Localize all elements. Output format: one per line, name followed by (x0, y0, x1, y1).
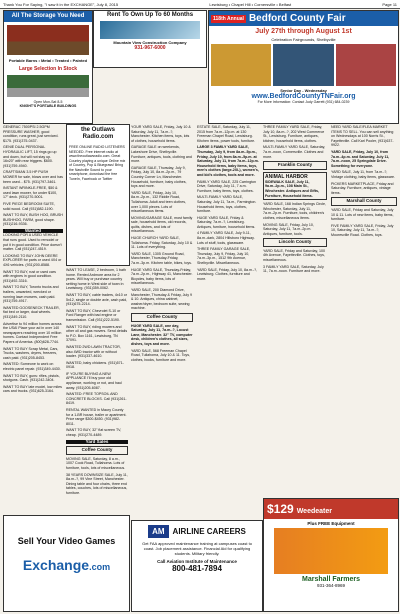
wanted-heading: Wanted (3, 229, 63, 234)
classified-ad: WANT TO BUY Scrap Metal, Cars, Trucks, washers, dryers, freezers, cash paid. (931)205-8453. (3, 346, 59, 360)
classified-ad: HUGE YARD SALE, one day, Saturday, July 11, 7a.m.-?, Locust Lane, Manchester. 32" TV, computer desk, children's clothes, all sizes, dishes, toys and more. (131, 323, 193, 346)
barn-illustration-2 (7, 75, 89, 97)
barn-illustration (7, 25, 89, 55)
yard-sales-heading: Yard Sales (66, 440, 128, 445)
weedeater-brand: Marshall Farmers (302, 576, 360, 583)
classified-ad: MOVING SALE, Saturday, 8 a.m., 1007 Cook Road, Tullahoma. Lots of furniture, tools, lots of miscellaneous. (66, 456, 126, 470)
airline-cta: Call Aviation Institute of Maintenance (157, 559, 237, 564)
classified-ad: YARD SALE, 168 Indian Springs Circle, Winchester, Saturday, July 11, 7a.m.-2p.m. Furniture, tools, children's clothes, miscellaneous items. (263, 202, 327, 220)
classified-ad: GARAGE SALE, Thursday, July 9, Friday, July 10, 8a.m.-2p.m., 79 Country Corner Ln, Manchester. Household, furniture, baby clothes, toys and more. (131, 165, 187, 189)
classified-ad: YARD SALE, 1305 Ground Road, Manchester, Thursday-Friday, 7a.m.-3p.m. Kitchen table, bikes, toys. (131, 251, 192, 266)
storage-line2: Large Selection In Stock (18, 66, 78, 72)
weedeater-sub: Plus FREE Equipment (307, 521, 355, 526)
rent-to-own-ad (93, 10, 207, 68)
airline-title: AIRLINE CAREERS (172, 527, 246, 536)
classified-ad: WANT TO BUY, rust or used cars with engines in good condition. (931)492-3316. (3, 269, 56, 283)
franklin-county-label: Franklin County (263, 161, 327, 170)
airline-phone: 800-481-7894 (172, 564, 222, 573)
classified-ad: WANTED 2WD LAWN TRACTOR, also 4WD tractor with or without loader. (931)337-4610. (66, 344, 121, 359)
classified-ad: WANT TO BUY, BUSH HOG, BRUSH BUSHHOG, FARM, good shape. (931)216-9336. (3, 213, 63, 227)
classified-ad: THREE FAMILY GARAGE SALE, Thursday, July 9, Friday, July 10, 7a.m.-3p.m., 1512 9th Avenue, Shelbyville. Miscellaneous. (197, 247, 251, 266)
classified-ad: 3 FAMILY YARD SALE, Saturday, July 11, 7a.m.-noon. Furniture and more. (263, 264, 324, 274)
masthead-right: Lewisburg • Chapel Hill • Cornersville • Belfast (209, 1, 292, 7)
classified-ad: WANT TO BUY, Chevrolet S-10 or Ford Ranger with bad engine or transmission. Call (931)222-5190. (66, 308, 121, 322)
masthead (0, 0, 400, 9)
classified-ad: INSTANT WRINKLE-FREE, $50 & used lawn mower, for under $100, 17" deck. (931)270-5001. (3, 186, 58, 200)
classified-ad: WANTED: Someone to work on electric panel repair. (931)349-4430. (3, 362, 61, 371)
classified-ad: HUGE YARD SALE, Thursday-Friday, 7a.m.-2p.m., Highway 41, Manchester. Bicycles, baby items, lots of miscellaneous. (131, 267, 193, 286)
classified-ad: WANT TO BUY, cable traders, 4x10 or 5x12, single or double axle, cash paid, (931)675-2214. (66, 292, 128, 307)
storage-line1: Portable Barns • Metal • Treated • Painted (8, 58, 88, 63)
animal-harbor-ad (263, 172, 327, 200)
airline-logo: AM (148, 525, 168, 538)
classified-ad: HUGE CHURCH YARD SALE, Tullahoma. Friday, Saturday, July 10 & 11. Lots of everything. (131, 236, 193, 250)
sell-tld: .com (89, 562, 111, 572)
classified-ad: YARD SALE, 568 Freeman Chapel Road, Tullahoma, July 10 & 11. Toys, clothes, books, furniture and more. (131, 348, 190, 362)
rent-headline: Rent To Own Up To 60 Months (106, 12, 194, 18)
classified-ad: YARD SALE, Friday and Saturday, July 10 & 11. Lots of new items, baby items, furniture. (331, 207, 394, 222)
outlaws-radio-ad (66, 124, 130, 266)
fair-info: For More Information: Contact Judy Garrett (931) 684-0239 (257, 100, 350, 104)
classified-ad: GENIE DUAL PERSONAL HYDRAULIC LIFT, 15 rings go up and down, but will not stay up. 16x20" with rear triggers. $600. (931)759-4940. (3, 145, 57, 168)
column-5 (263, 125, 327, 495)
mountain-logo (100, 21, 200, 39)
classified-ad: YARD SALE, Friday, July 10, 8a.m.-2p.m., 132 Riddle Road, Tullahoma. Adult and teen clothes, over 1,000 pieces. Lots of miscellaneous items. (131, 190, 187, 214)
classified-ad: FIVE PIECE BEDROOM SUITE, solid wood. Call (931)582-1190. (3, 201, 55, 211)
page-number: Page 11 (382, 1, 397, 7)
classified-ad: MOVING SALE, Friday, July 10, Saturday, July 11, 7a.m.-2p.m. Antiques, furniture, tools. (263, 222, 314, 236)
storage-headline: All The Storage You Need (4, 11, 92, 22)
weedeater-price: $129 (267, 502, 294, 516)
column-3 (131, 125, 193, 515)
classified-ad: WANTED GOOSENECK TRAILER, flat bed or larger, dual wheels. (931)349-2110. (3, 305, 60, 319)
classified-ad: IF YOU'RE BUYING A NEW APPLIANCE I'll buy your old appliance, working or not, and haul away. (931)205-6087. (66, 371, 122, 390)
col1b-list (3, 233, 63, 393)
fair-senior: Senior Day - Wednesday (280, 88, 327, 93)
classified-ad: YOUR YARD SALE, Friday, July 10 & Saturday, July 11, 7a.m.-?, Manchester. Kitchen items, toys, lots of clothes, household items. (131, 125, 191, 143)
classified-ad: THREE FAMILY YARD SALE, Friday, July 10, 8a.m.-?, 202 West Commerce St., Lewisburg. Furniture, antiques, kitchen, household items, clothes. (263, 125, 325, 143)
classified-ad: WANT TO BUY, riding mowers and other oil and gas movers. Send details to P.O. Box 1161, Lewisburg, TN 37091. (66, 324, 128, 343)
outlaws-title: the Outlaws Radio.com (80, 127, 115, 140)
classified-ad: GARAGE SALE on weekends, Lakeshore Drive, Shelbyville. Furniture, antiques, tools, clothing and more. (131, 145, 192, 164)
weedeater-phone: 931-364-8969 (316, 583, 346, 588)
sell-line2[interactable]: Exchange (22, 557, 90, 573)
classified-ad: LOOKING TO BUY JOHN DEERE EXPLORER for parts or used 4X4 or 4X6 vehicles. (931)200-8588. (3, 253, 62, 268)
classified-ad: HUGE YARD SALE, Friday & Saturday, 7a.m.-?, Lewisburg. Antiques, furniture, household items. (197, 215, 256, 229)
classified-ad: YARD SALE, Friday and Saturday, 100 4th Avenue, Fayetteville. Clothes, toys, miscellaneous. (263, 248, 325, 263)
classified-ad: LOOKING FOR A USED VEHICLE that runs good. Used to remodel or put it in good condition. Price doesn't matter. Call (931)247-4519. (3, 233, 62, 252)
sell-line1: Sell Your Video Games (17, 536, 116, 546)
classified-ad: YARD SALE, 200 Diamond Drive, Manchester, Thursday & Friday, July 9 & 10. Antiques, china cabinet, washer/dryer, bedroom suite, sewing machine. (131, 288, 192, 311)
weedeater-price-row (264, 499, 398, 519)
classified-ad: YARD SALE, July 11, from 7a.m.-?, Vintage clothing, baby items, glassware. (331, 170, 396, 179)
classified-ad: MULTI-FAMILY YARD SALE, Saturday, 7a.m.-noon, Cornersville. Clothes and more. (263, 145, 326, 159)
airline-body: Get FAA approved maintenance training at campuses coast to coast. Job placement assistance. Financial Aid for qualifying students. Military friendly. (142, 541, 252, 556)
classified-ad: YARD SALE, Friday, July 10, 8a.m.-?, Lewisburg. Clothes, furniture and more. (197, 267, 258, 281)
classified-ad: Advertise to 94 million homes across the USA! Place your ad in over 140 newspapers reaching over 10 million homes. Contact Independent Free Papers of America. (800)628-7744. (3, 321, 62, 344)
column-1 (3, 125, 63, 485)
fair-title: Bedford County Fair (248, 13, 346, 24)
classified-ad: RENTAL WANTED in Maury County for a 1-BR house, trailer or apartment. Price range $300-$450. (931)982-8011. (66, 408, 127, 426)
storage-footer: KNIGHT'S PORTABLE BUILDINGS (19, 104, 77, 108)
classified-ad: CRAFTSMAN 3.5 HP PUSH MOWER for sale, blows over and has been used... $75. (931)797-3461. (3, 170, 63, 184)
masthead-left: Thank You For Saying, "I saw it in the EXCHANGE", July 8, 2015 (3, 1, 119, 7)
classified-ad: WANT TO LEASE, 2 bedroom, 1 bath home. Rented Ardmore area for 2 years. Will buy or purchase country setting home in West side of town in Lewisburg. (931)359-0062. (66, 268, 126, 291)
weedeater-ad (263, 498, 399, 612)
fair-badge: 118th Annual (213, 15, 244, 22)
fair-dates: July 27th through August 1st (255, 28, 352, 35)
lincoln-county-label: Lincoln County (263, 238, 327, 247)
rent-phone: 931-967-6000 (134, 45, 166, 51)
rent-brand: Mountain View Construction Company (113, 40, 187, 45)
column-6 (331, 125, 397, 495)
classified-ad: WANTED: FREE TOPSOIL AND CONCRETE BLOCKS. Call (931)261-8419. (66, 392, 127, 406)
weedeater-illustration (274, 528, 388, 574)
classified-ad: GENERAC 7500PSI 2.5GPM PRESSURE WASHER, good condition, runs great, just serviced. $175. (931)375-0437. (3, 125, 59, 143)
animal-harbor-title: ANIMAL HARBOR (265, 173, 308, 180)
classified-ad: PICKERS MARKETPLACE, Friday and Saturday. Furniture, antiques, vintage items. (331, 181, 394, 195)
classified-ad: WANT TO BUY, 32" flat screen TV, cheap. (931)270-4489. (66, 428, 122, 437)
fair-url[interactable]: www.BedfordCountyTNFair.org (251, 93, 356, 100)
column-4 (197, 125, 259, 495)
column-2 (66, 268, 128, 508)
classified-ad: NEED YARD SALE/FLEA MARKET ITEMS TO SELL. You can sell anything on Wednesdays at 100 Norris St., Fayetteville. Call Karl Pooler, (931)637-9922. (331, 125, 394, 148)
classified-ad: MOVING/GARAGE SALE, most family sale, household items, old records, quilts, dishes, and lots of miscellaneous. (131, 215, 193, 234)
classified-ad: LARGE 3 FAMILY YARD SALE, Thursday, July 9, from 8a.m.-5p.m., Friday, July 10, from 8a.m.-5p.m. at Saturday, July 11, from 7a.m.-12p.m. Household items, baby items, toys, men's clothes (large-2XL), women's, and kid's clothes, tools and more. (197, 145, 259, 177)
weedeater-product: Weedeater (296, 508, 332, 515)
classified-ad: WANT TO BUY late model, low miles cars and trucks. (931)625-3164. (3, 384, 62, 394)
classified-ad: FAMILY YARD SALE, 225 Carrington Drive, Saturday, July 11, 7 a.m. Furniture, baby items, toys, clothes. (197, 179, 257, 193)
outlaws-body: FREE ONLINE RADIO LISTENERS NEEDED. Free internet radio at www.theoutlawsradio.com. Great Country playing a unique Online mix of Country, Pop & Bluegrass! Bring the Nashville Sound to your smartphone, download the free TuneIn, Facebook or Twitter (69, 145, 126, 181)
classified-ad: WANTED, baby chickens. (931)571-0918. (66, 360, 124, 370)
classified-ad: YARD SALE, Friday, July 10, from 7a.m.-4p.m. and Saturday, July 11, 7a.m.-noon, 25 Springdale Drive. Something for everyone. (331, 149, 390, 168)
classified-ad: MULTI-FAMILY YARD SALE, Saturday, July 11, 7a.m., Farmington. Household items, toys, clothes, furniture. (197, 195, 257, 214)
classified-ad: WANT TO BUY, guns: rifles, pistols, shotguns. Cash. (931)242-3404. (3, 373, 60, 383)
sell-video-games-banner (3, 515, 130, 612)
animal-harbor-body: SIDEWALK SALE, July 11, 9a.m.-2p.m., 108 Main St., Winchester. Antiques and Gifts, Furniture, Household items. (265, 179, 319, 198)
bedford-fair-ad (208, 10, 399, 124)
col1-list (3, 125, 63, 227)
marshall-county-label: Marshall County (331, 197, 397, 206)
classified-ad: FIVE FAMILY YARD SALE, Friday, July 10, Saturday, July 11, 7a.m.-?, Mooresville Road. Clothes, toys. (331, 223, 394, 237)
fair-sub: Celebration Fairgrounds, Shelbyville (271, 37, 336, 42)
classified-ad: ESTATE SALE, Saturday, July 11, 2015 from 7a.m.-12p.m. at 130 Freeman Chapel Road, Lewisburg. Kitchen items, power tools, furniture. (197, 125, 256, 143)
coffee-county-label-2: Coffee County (131, 313, 193, 322)
coffee-county-label: Coffee County (66, 446, 128, 455)
storage-hours: Open Mon-Sat 8-5 (33, 100, 63, 104)
airline-careers-ad (131, 520, 263, 612)
fair-photos (211, 44, 396, 86)
classified-ad: 4 FAMILY YARD SALE, July 9-11, 8a.m.-dark, 2804 Hillsboro Highway. Lots of stuff, tools, glassware. (197, 231, 255, 245)
storage-ad (3, 10, 93, 124)
classified-ad: 38 YEARS DOWNSIZE SALE, July 11, 8a.m.-?, 99 Vine Street, Manchester. Dining table and four chairs, three end tables, couches, lots of miscellaneous, furniture. (66, 472, 128, 495)
classified-ad: WANT TO BUY, Toronto trucks and trailers, unwanted, wrecked or running lawn mowers, cash paid. (931)759-4917. (3, 285, 59, 304)
